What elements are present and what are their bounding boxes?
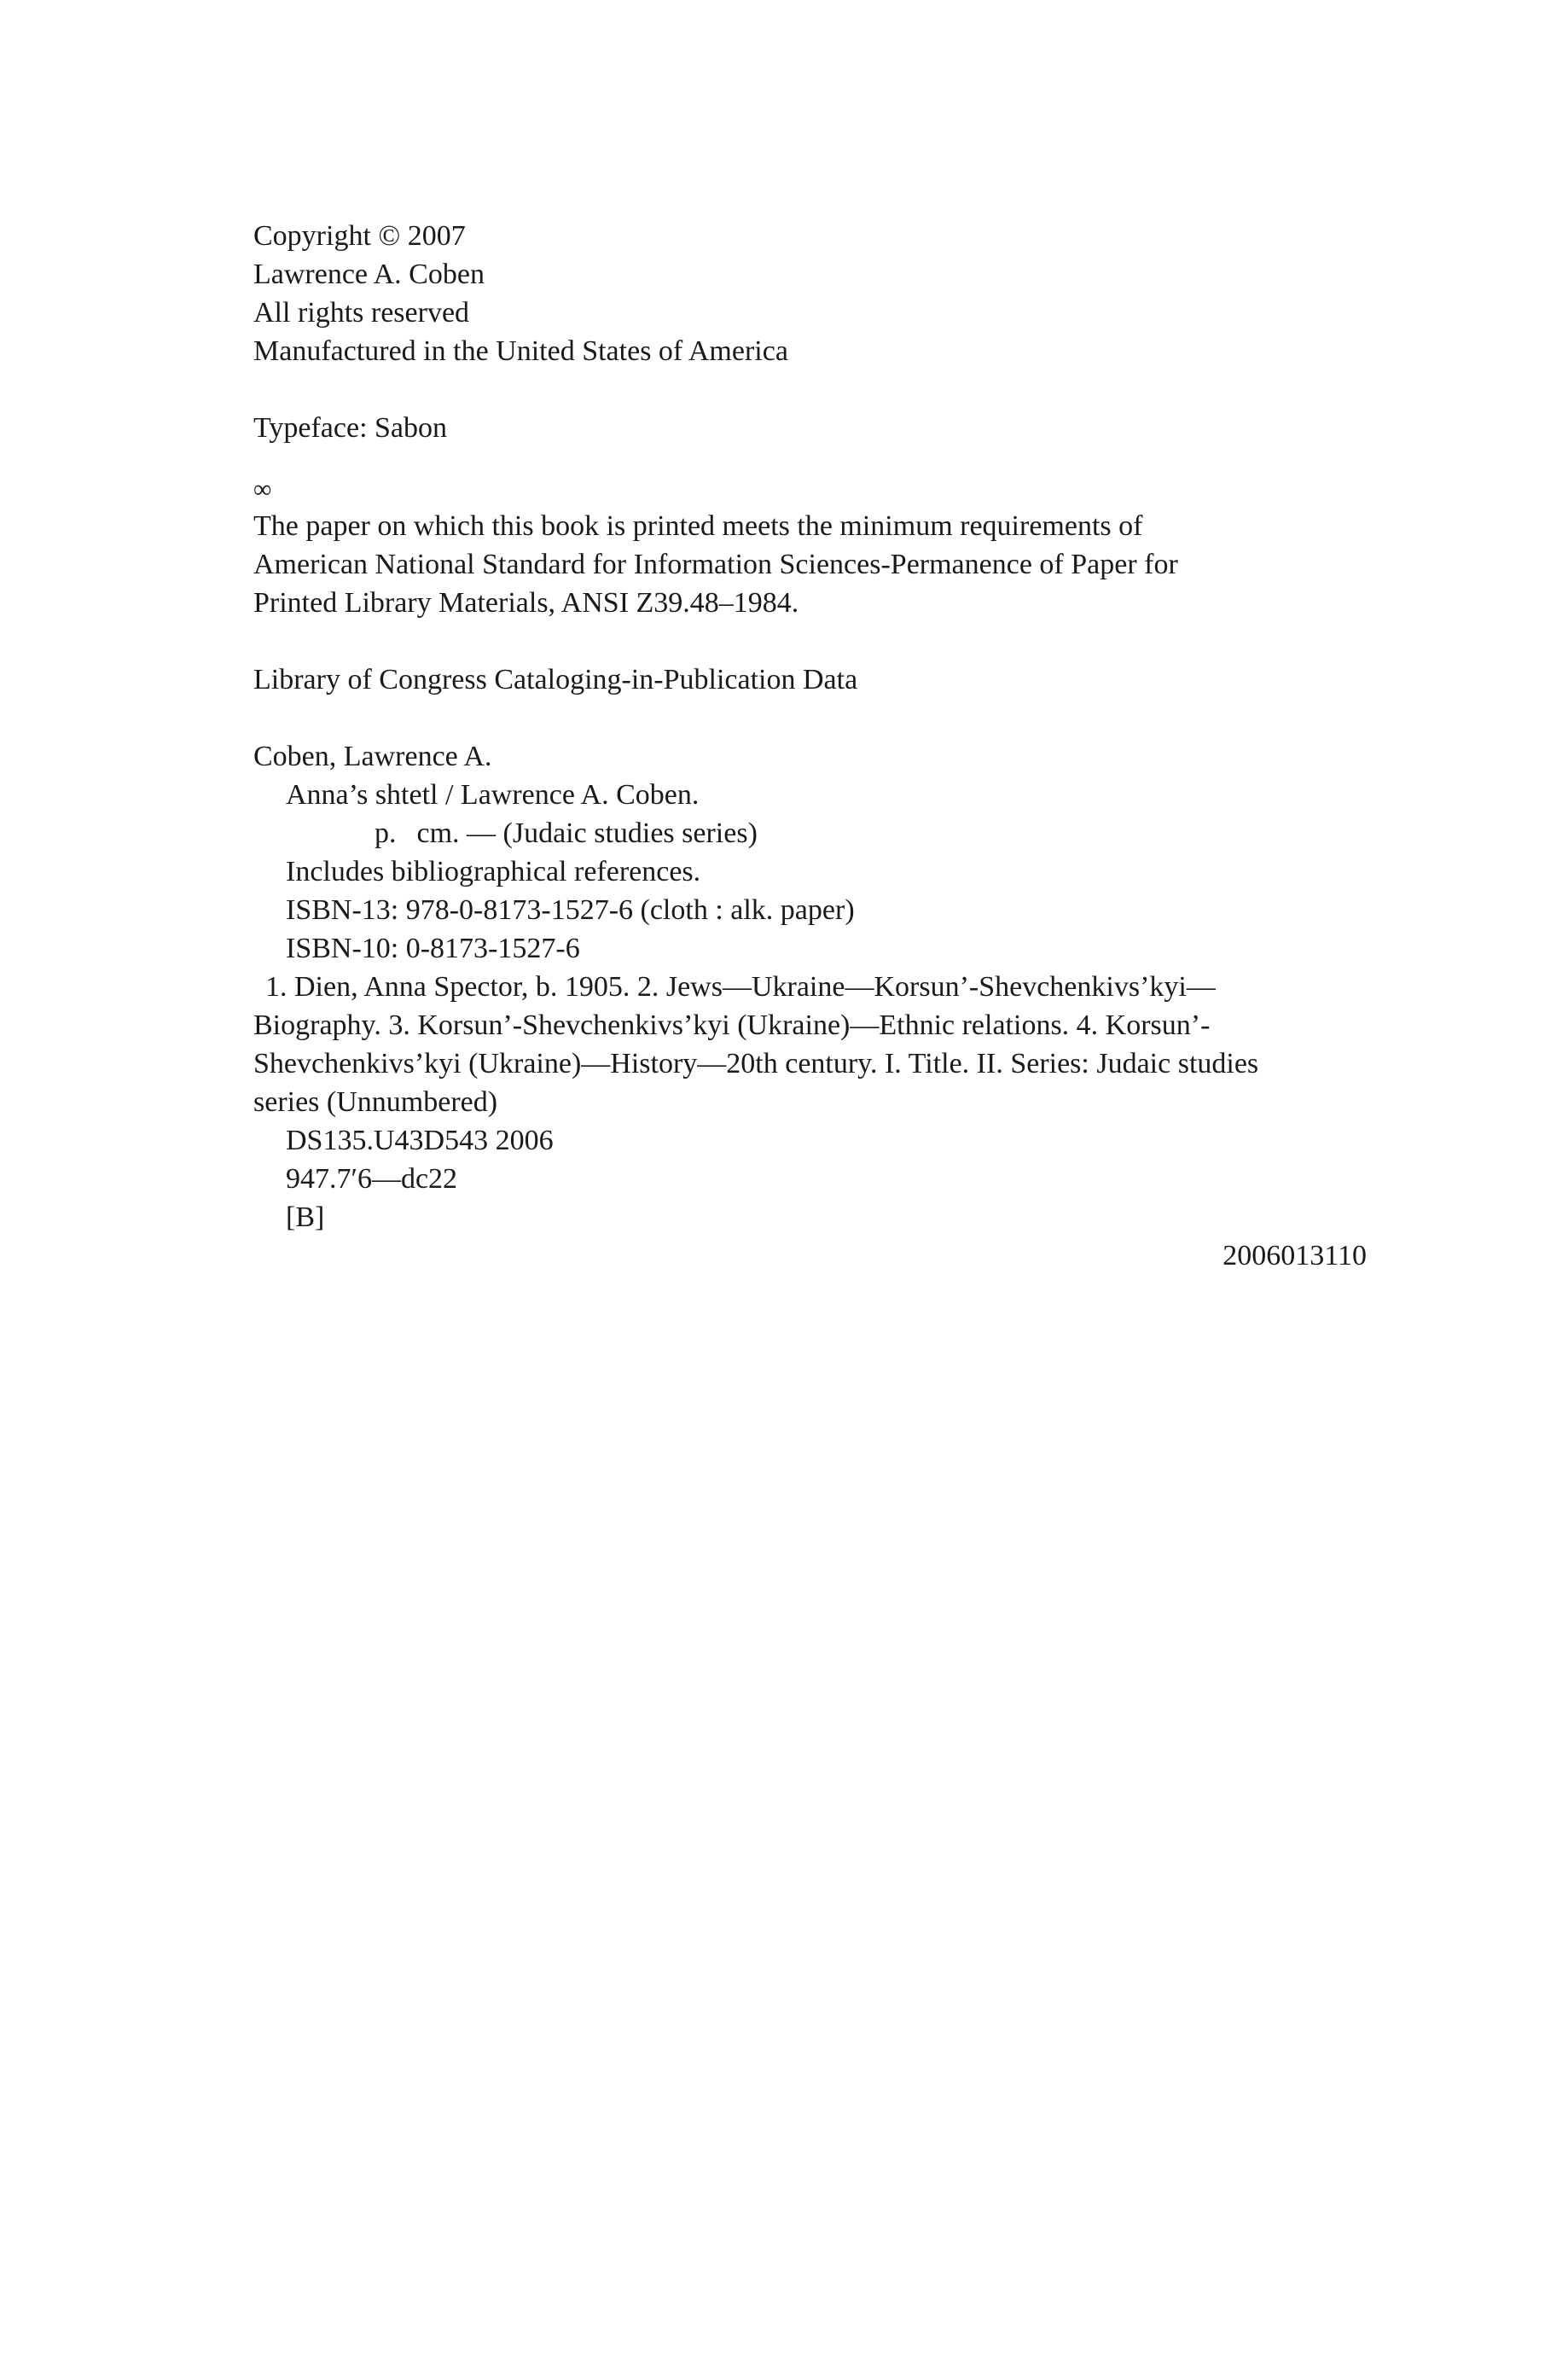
cip-subject-line: Shevchenkivs’kyi (Ukraine)—History—20th century. I. Title. II. Series: Judaic studies <box>253 1048 1259 1079</box>
cip-physical-p: p. <box>375 817 397 849</box>
cip-physical-rest: cm. — (Judaic studies series) <box>416 817 758 849</box>
cip-subject-line: Biography. 3. Korsun’-Shevchenkivs’kyi (Ukraine)—Ethnic relations. 4. Korsun’- <box>253 1009 1211 1041</box>
cip-subject-line: series (Unnumbered) <box>253 1086 498 1118</box>
paper-line: The paper on which this book is printed meets the minimum requirements of <box>253 510 1143 542</box>
manufactured-line: Manufactured in the United States of America <box>253 335 788 367</box>
cip-heading-block <box>253 660 1367 699</box>
cip-author: Coben, Lawrence A. <box>253 741 492 772</box>
typeface-block <box>253 409 1367 447</box>
cip-dewey: 947.7′6—dc22 <box>286 1163 458 1195</box>
author-line: Lawrence A. Coben <box>253 259 485 290</box>
cip-record <box>253 737 1367 1275</box>
copyright-line: Copyright © 2007 <box>253 220 466 252</box>
cip-lc-class: DS135.U43D543 2006 <box>286 1125 554 1156</box>
cip-isbn10: ISBN-10: 0-8173-1527-6 <box>286 933 580 964</box>
copyright-page <box>253 217 1367 1275</box>
paper-line: Printed Library Materials, ANSI Z39.48–1984. <box>253 587 799 619</box>
rights-line: All rights reserved <box>253 297 470 329</box>
cip-bracket: [B] <box>286 1201 325 1233</box>
cip-notes: Includes bibliographical references. <box>286 856 701 887</box>
paper-line: American National Standard for Information Sciences-Permanence of Paper for <box>253 549 1178 580</box>
cip-isbn13: ISBN-13: 978-0-8173-1527-6 (cloth : alk. paper) <box>286 894 855 926</box>
copyright-block <box>253 217 1367 370</box>
cip-control-number: 2006013110 <box>1222 1240 1367 1271</box>
infinity-icon: ∞ <box>253 475 272 503</box>
cip-heading: Library of Congress Cataloging-in-Publication Data <box>253 664 858 695</box>
cip-subject-line: 1. Dien, Anna Spector, b. 1905. 2. Jews—Ukraine—Korsun’-Shevchenkivs’kyi— <box>265 971 1216 1003</box>
paper-block <box>253 473 1367 622</box>
typeface-line: Typeface: Sabon <box>253 412 448 444</box>
cip-title: Anna’s shtetl / Lawrence A. Coben. <box>286 779 700 811</box>
cip-physical <box>253 814 1367 852</box>
